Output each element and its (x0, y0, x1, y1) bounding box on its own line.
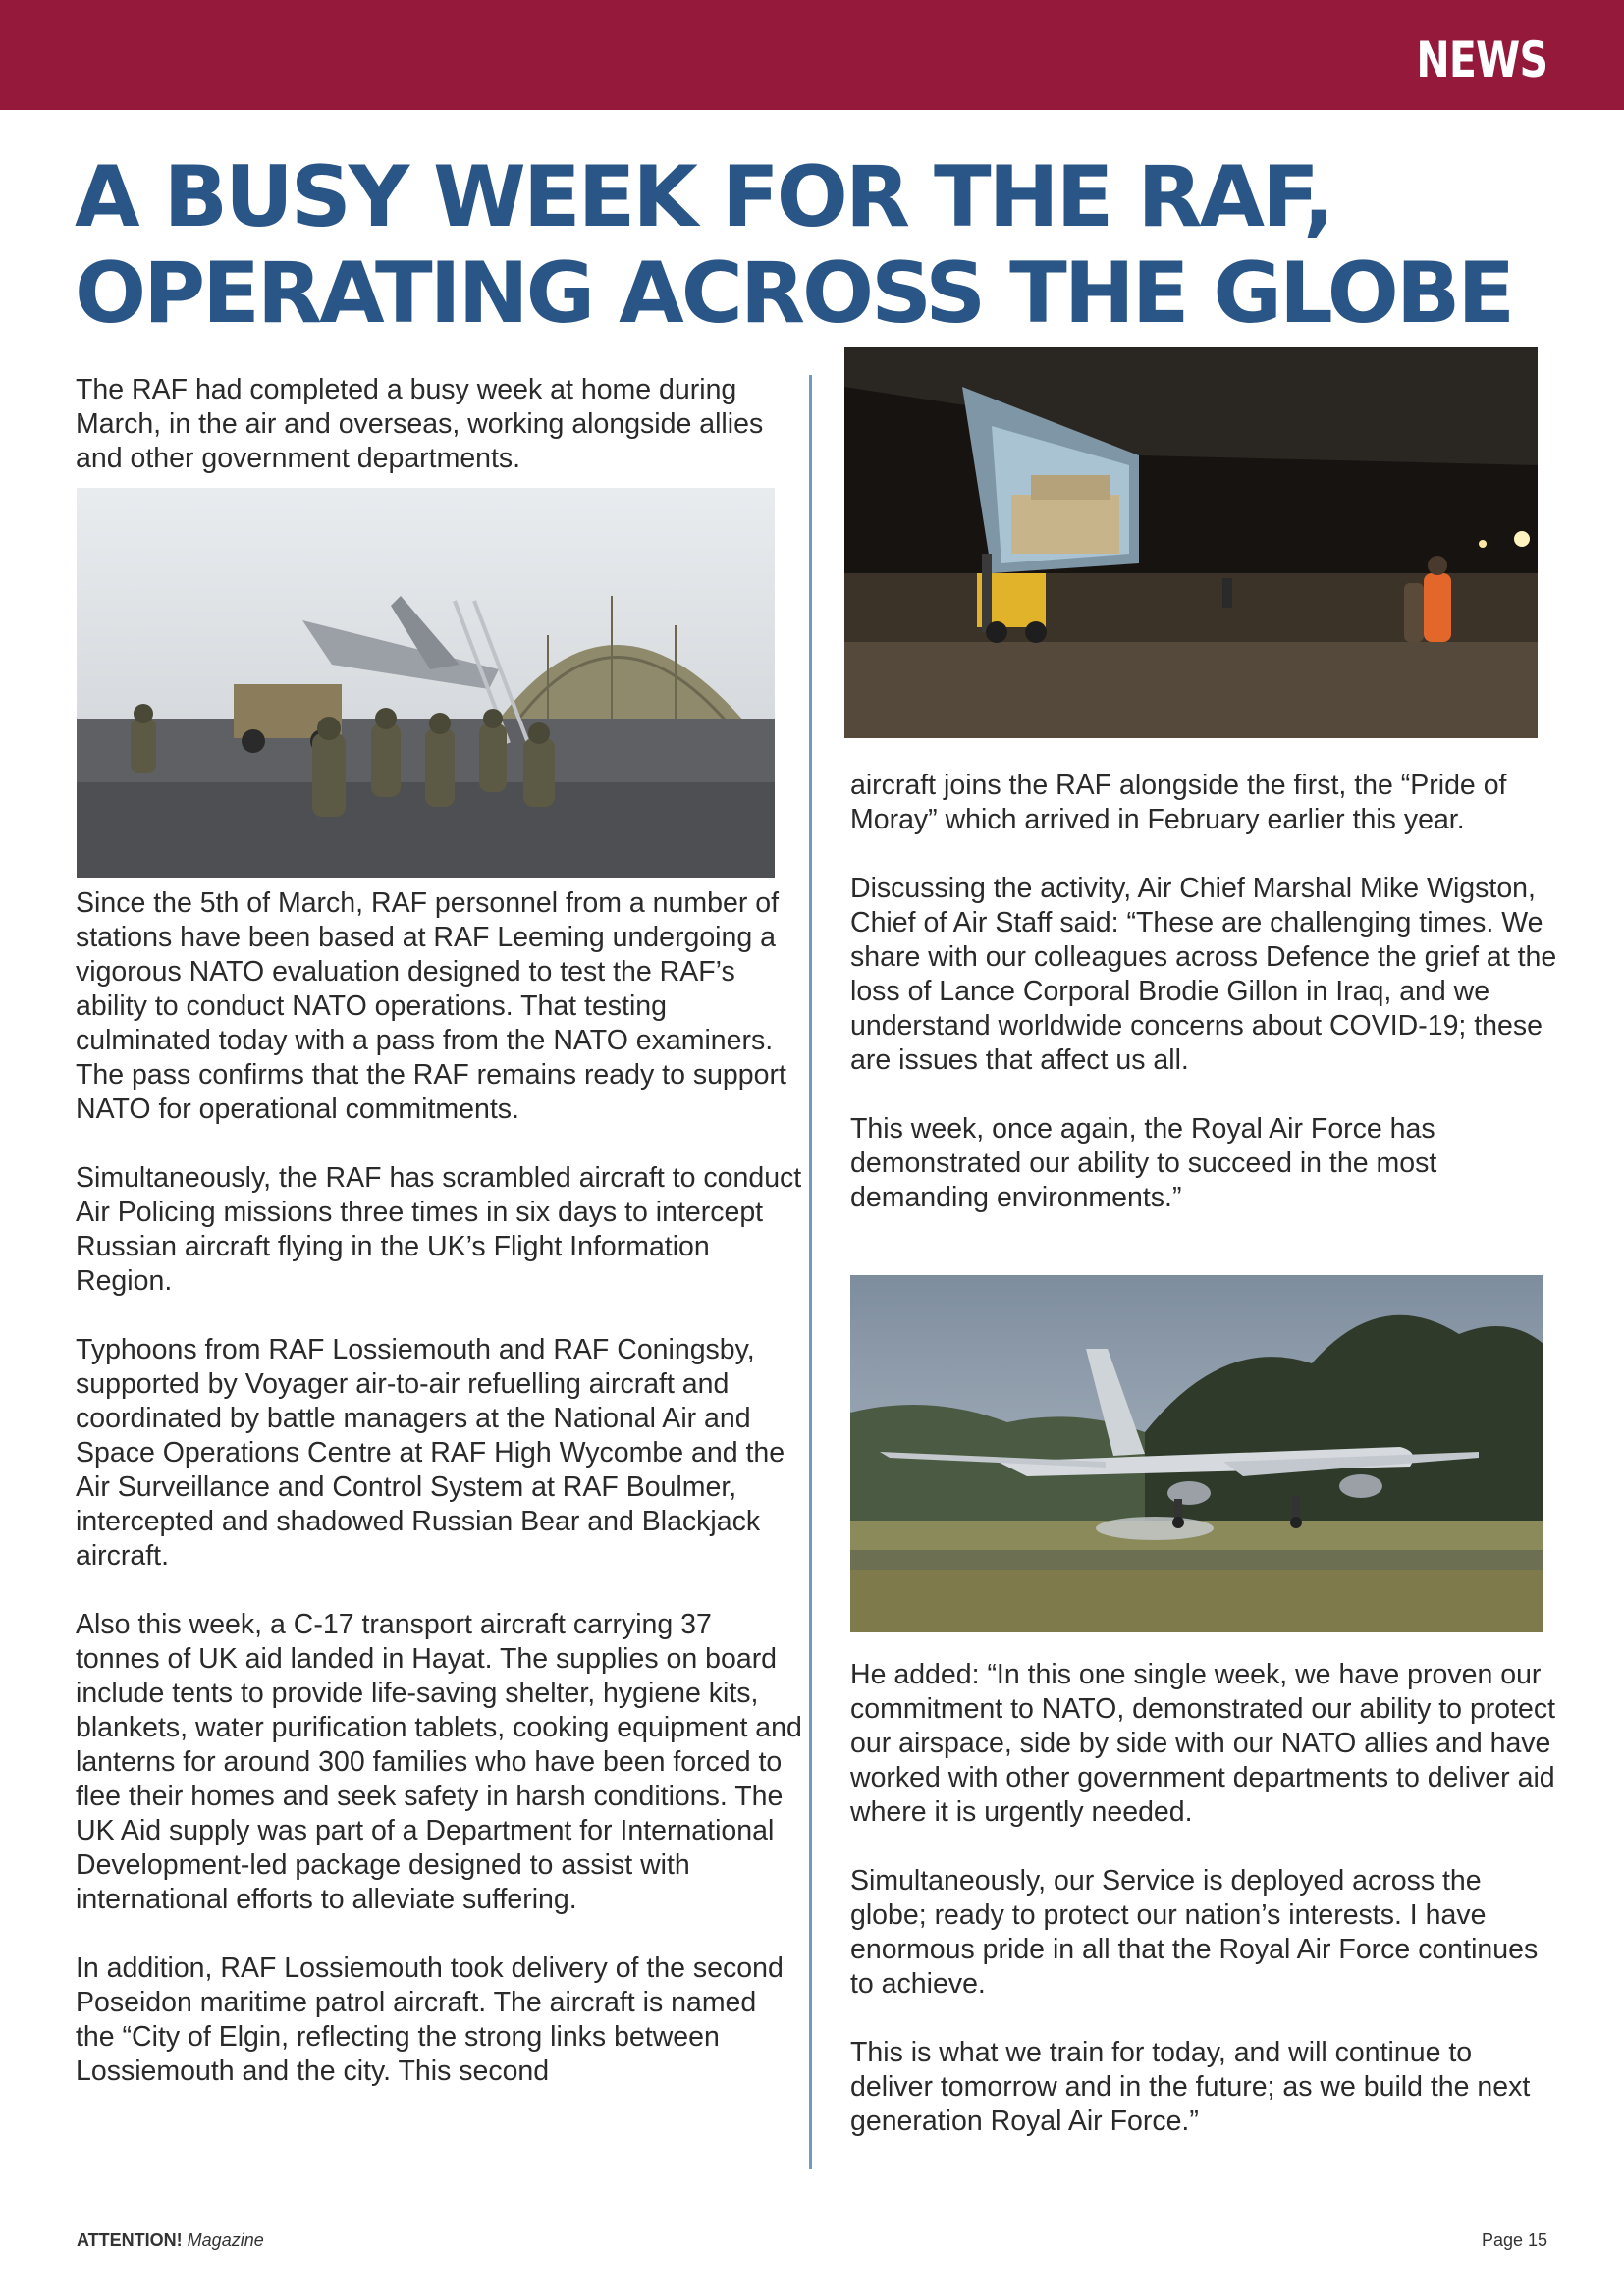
paragraph: Discussing the activity, Air Chief Marshal Mike Wigston, Chief of Air Staff said: “These are challenging times. We share with our colleagues across Defence the grief at the loss of Lance Corporal Brodie Gillon in Iraq, and we understand worldwide concerns about COVID-19; these are issues that affect us all. (850, 873, 1557, 1076)
paragraph: This week, once again, the Royal Air Force has demonstrated our ability to succeed in the most demanding environments.” (850, 1113, 1437, 1213)
paragraph: Also this week, a C-17 transport aircraft carrying 37 tonnes of UK aid landed in Hayat. The supplies on board include tents to provide life-saving shelter, hygiene kits, blankets, water purification tablets, cooking equipment and lanterns for around 300 families who have been forced to flee their homes and seek safety in harsh conditions. The UK Aid supply was part of a Department for International Development-led package designed to assist with international efforts to alleviate suffering. (76, 1609, 802, 1915)
left-column-body (76, 886, 802, 2089)
headline: A BUSY WEEK FOR THE RAF, OPERATING ACROSS THE GLOBE (75, 148, 1513, 343)
footer-magazine-name (77, 2230, 264, 2251)
paragraph: In addition, RAF Lossiemouth took delivery of the second Poseidon maritime patrol aircraft. The aircraft is named the “City of Elgin, reflecting the strong links between Lossiemouth and the city. This second (76, 1952, 784, 2087)
paragraph: Typhoons from RAF Lossiemouth and RAF Coningsby, supported by Voyager air-to-air refuelling aircraft and coordinated by battle managers at the National Air and Space Operations Centre at RAF High Wycombe and the Air Surveillance and Control System at RAF Boulmer, intercepted and shadowed Russian Bear and Blackjack aircraft. (76, 1334, 785, 1572)
paragraph: This is what we train for today, and will continue to deliver tomorrow and in the future; as we build the next generation Royal Air Force.” (850, 2037, 1531, 2137)
paragraph: Simultaneously, the RAF has scrambled aircraft to conduct Air Policing missions three times in six days to intercept Russian aircraft flying in the UK’s Flight Information Region. (76, 1162, 802, 1297)
photo-poseidon-landing (850, 1275, 1543, 1632)
photo-c17-cargo-loading (844, 347, 1538, 738)
header-band (0, 0, 1624, 110)
paragraph: aircraft joins the RAF alongside the first, the “Pride of Moray” which arrived in February earlier this year. (850, 770, 1507, 835)
right-column-bottom (850, 1658, 1557, 2139)
section-label: NEWS (1416, 31, 1547, 88)
right-column-top (850, 769, 1557, 1215)
left-column-intro (76, 373, 802, 476)
magazine-title: ATTENTION! (77, 2230, 183, 2250)
magazine-subtitle: Magazine (187, 2230, 264, 2250)
column-divider (809, 375, 812, 2169)
paragraph: He added: “In this one single week, we have proven our commitment to NATO, demonstrated our ability to protect our airspace, side by side with our NATO allies and have worked with other government departments to deliver aid where it is urgently needed. (850, 1659, 1556, 1828)
photo-typhoon-personnel (77, 488, 775, 878)
page-number: Page 15 (1481, 2230, 1547, 2250)
paragraph: Simultaneously, our Service is deployed across the globe; ready to protect our nation’s interests. I have enormous pride in all that the Royal Air Force continues to achieve. (850, 1865, 1539, 2000)
paragraph: Since the 5th of March, RAF personnel from a number of stations have been based at RAF Leeming undergoing a vigorous NATO evaluation designed to test the RAF’s ability to conduct NATO operations. That testing culminated today with a pass from the NATO examiners. The pass confirms that the RAF remains ready to support NATO for operational commitments. (76, 887, 786, 1125)
paragraph: The RAF had completed a busy week at home during March, in the air and overseas, working alongside allies and other government departments. (76, 374, 764, 474)
